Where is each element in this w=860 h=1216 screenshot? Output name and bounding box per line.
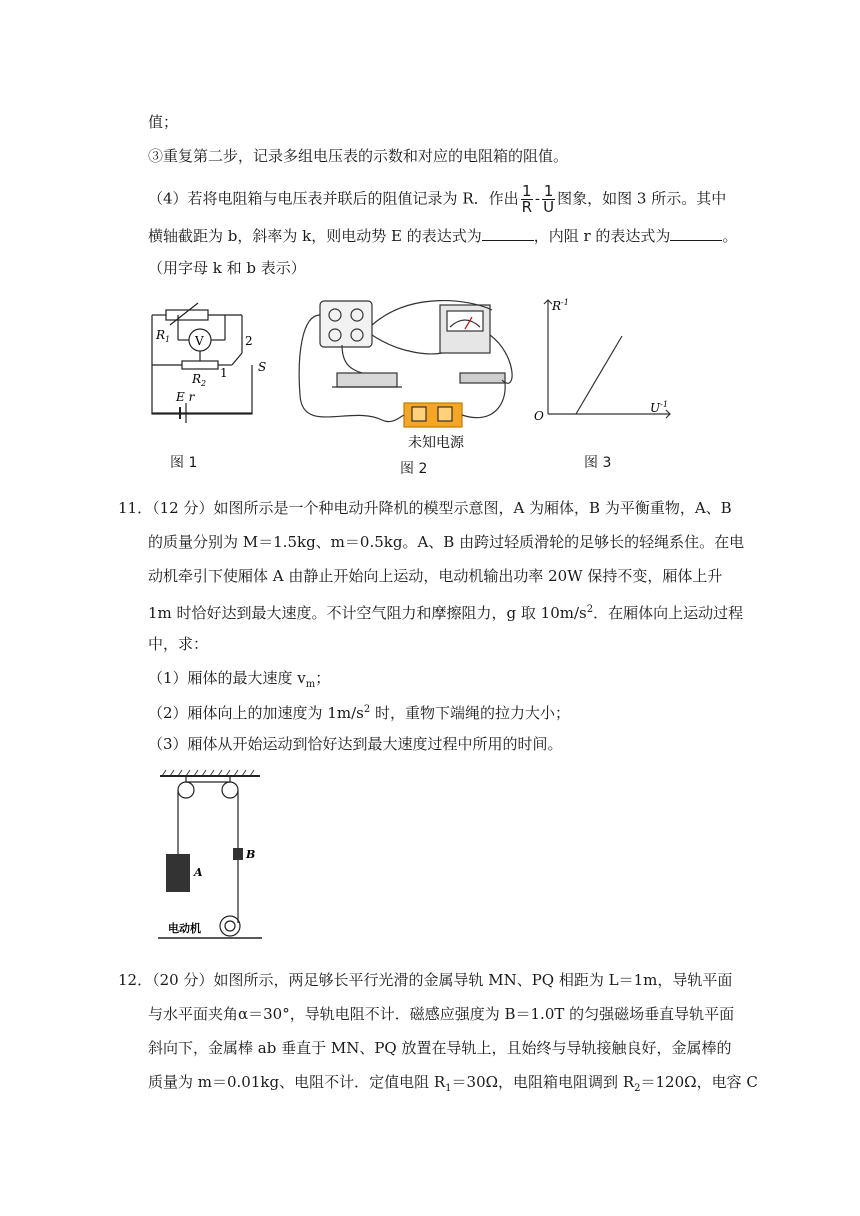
- fig4-label-a: A: [194, 866, 203, 879]
- fig4-motor-label: 电动机: [168, 922, 201, 935]
- text-line-1: 值；: [148, 113, 179, 131]
- fig4-label-b: B: [246, 848, 256, 861]
- figure-2-caption: 图 2: [400, 461, 428, 477]
- q11-line-3: 动机牵引下使厢体 A 由静止开始向上运动，电动机输出功率 20W 保持不变，厢体上升: [148, 567, 723, 585]
- answer-blank-e: [482, 226, 534, 241]
- q12-line-3: 斜向下，金属棒 ab 垂直于 MN、PQ 放置在导轨上，且始终与导轨接触良好，金属棒的: [148, 1039, 732, 1057]
- fraction-1-over-r: $\frac{1}{R}$: [521, 182, 533, 216]
- answer-blank-r: [670, 226, 722, 241]
- fig4-box-a: [166, 854, 190, 892]
- figure-3-caption: 图 3: [584, 455, 612, 471]
- figure-4-elevator: [150, 768, 270, 948]
- fig1-r1-label: $R_1$: [156, 328, 171, 344]
- q11-line-1: 11．（12 分）如图所示是一个种电动升降机的模型示意图，A 为厢体，B 为平衡重物，A、B: [118, 499, 732, 517]
- fig1-source-label: E r: [176, 390, 195, 404]
- fig1-switch-label: S: [258, 360, 267, 374]
- fig3-line: [576, 336, 622, 414]
- fig4-weight-b: [233, 848, 243, 860]
- fig3-y-axis-label: $R^{-1}$: [552, 298, 569, 313]
- q11-line-4: 1m 时恰好达到最大速度。不计空气阻力和摩擦阻力，g 取 $10m/s^2$．在厢体向上运动过程: [148, 604, 744, 622]
- fig3-origin-label: O: [534, 409, 544, 423]
- fig1-voltmeter-label: V: [195, 334, 204, 348]
- q12-line-1: 12．（20 分）如图所示，两足够长平行光滑的金属导轨 MN、PQ 相距为 L＝1m，导轨平面: [118, 971, 733, 989]
- q12-line-2: 与水平面夹角α＝30°，导轨电阻不计．磁感应强度为 B＝1.0T 的匀强磁场垂直导轨平面: [148, 1005, 735, 1023]
- text-line-2: ③重复第二步，记录多组电压表的示数和对应的电阻箱的阻值。: [148, 147, 569, 165]
- fig2-unknown-source-label: 未知电源: [408, 435, 464, 451]
- text-line-4: 横轴截距为 b，斜率为 k，则电动势 E 的表达式为 ，内阻 r 的表达式为 。: [148, 227, 738, 245]
- fig1-terminal-1: 1: [220, 366, 228, 380]
- q11-sub-3: （3）厢体从开始运动到恰好达到最大速度过程中所用的时间。: [148, 735, 563, 753]
- q11-line-2: 的质量分别为 M＝1.5kg、m＝0.5kg。A、B 由跨过轻质滑轮的足够长的轻绳系住。在电: [148, 533, 745, 551]
- q11-line-5: 中，求：: [148, 635, 209, 653]
- q11-sub-2: （2）厢体向上的加速度为 $1m/s^2$ 时，重物下端绳的拉力大小；: [148, 704, 570, 722]
- figure-1-circuit: [140, 295, 275, 425]
- fig1-terminal-2: 2: [245, 334, 253, 348]
- text-line-5: （用字母 k 和 b 表示）: [148, 259, 306, 277]
- fraction-1-over-u: $\frac{1}{U}$: [543, 182, 555, 216]
- figure-3-graph: [530, 290, 680, 430]
- figure-2-apparatus: [292, 295, 522, 455]
- fig3-x-axis-label: $U^{-1}$: [650, 400, 668, 415]
- fig1-r2-label: $R_2$: [192, 372, 207, 388]
- text-line-3: （4）若将电阻箱与电压表并联后的阻值记录为 R．作出 $\frac{1}{R}$ - $\frac{1}{U}$ 图象，如图 3 所示。其中: [148, 182, 727, 216]
- q11-sub-1: （1）厢体的最大速度 $v_m$；: [148, 669, 331, 690]
- q12-line-4: 质量为 m＝0.01kg、电阻不计．定值电阻 $R_1=30\Omega$，电阻箱电阻调到 $R_2=120\Omega$，电容 C: [148, 1073, 758, 1094]
- figure-1-caption: 图 1: [170, 455, 198, 471]
